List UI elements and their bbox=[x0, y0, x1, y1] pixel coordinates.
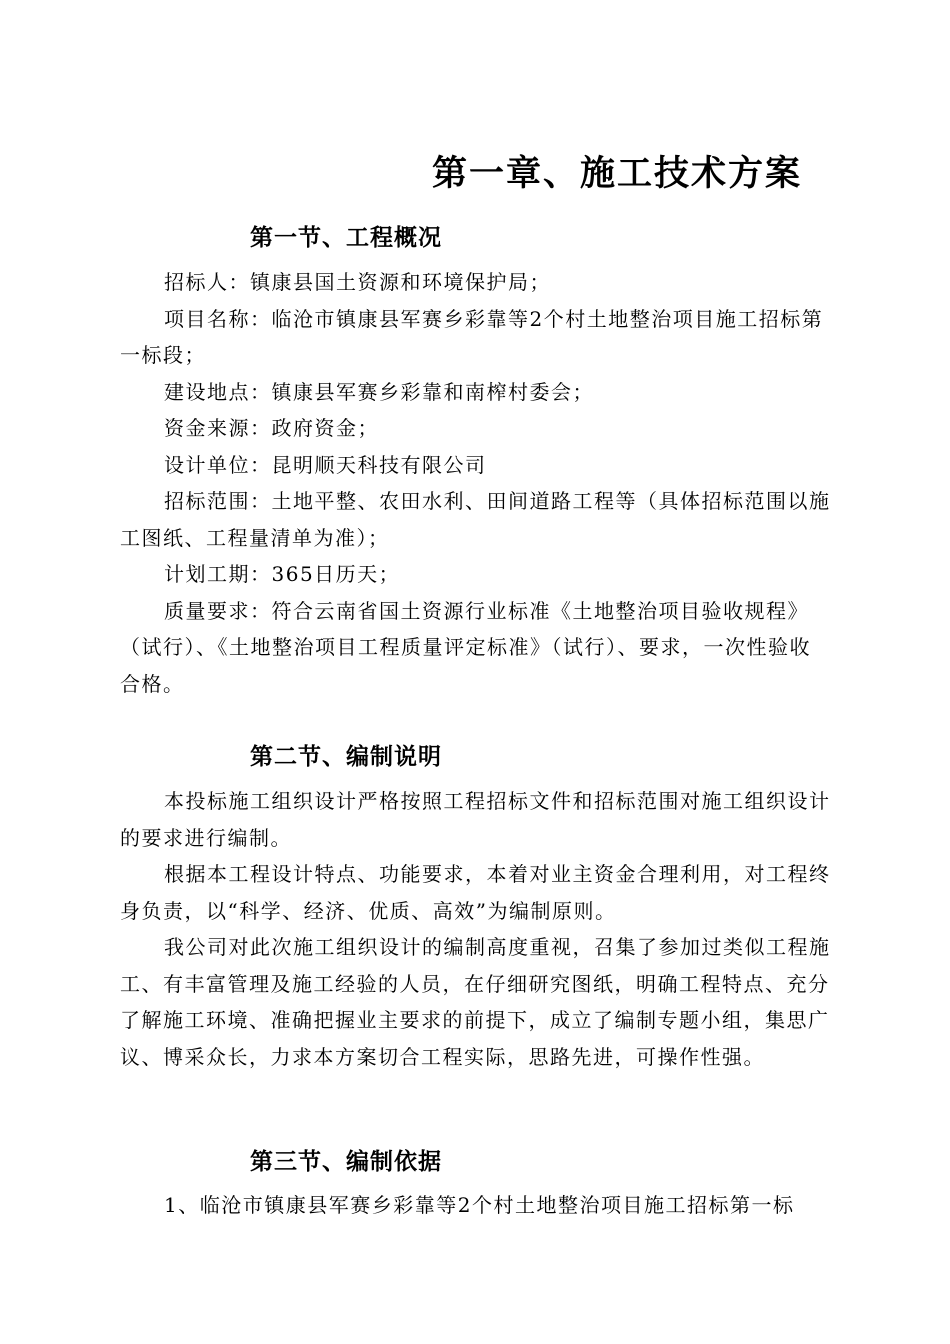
paragraph-compilation-1: 本投标施工组织设计严格按照工程招标文件和招标范围对施工组织设计的要求进行编制。 bbox=[120, 789, 831, 850]
section-title-overview: 第一节、工程概况 bbox=[250, 224, 442, 251]
section-basis-body bbox=[120, 1187, 832, 1224]
section-title-basis: 第三节、编制依据 bbox=[250, 1148, 442, 1175]
paragraph-compilation-2: 根据本工程设计特点、功能要求，本着对业主资金合理利用，对工程终身负责，以“科学、经济、优质、高效”为编制原则。 bbox=[120, 862, 831, 923]
paragraph-compilation-3: 我公司对此次施工组织设计的编制高度重视，召集了参加过类似工程施工、有丰富管理及施工经验的人员，在仔细研究图纸，明确工程特点、充分了解施工环境、准确把握业主要求的前提下，成立了编制专题小组，集思广议、博采众长，力求本方案切合工程实际，思路先进，可操作性强。 bbox=[120, 935, 831, 1069]
paragraph-funding: 资金来源：政府资金； bbox=[164, 416, 379, 440]
paragraph-quality: 质量要求：符合云南省国土资源行业标准《土地整治项目验收规程》（试行）、《土地整治项目工程质量评定标准》（试行）、要求，一次性验收合格。 bbox=[120, 598, 811, 696]
section-compilation-body bbox=[120, 783, 832, 1075]
paragraph-schedule: 计划工期：365日历天； bbox=[164, 562, 401, 586]
chapter-title: 第一章、施工技术方案 bbox=[432, 153, 803, 194]
section-overview-body bbox=[120, 264, 832, 702]
paragraph-scope: 招标范围：土地平整、农田水利、田间道路工程等（具体招标范围以施工图纸、工程量清单为准）； bbox=[120, 489, 831, 550]
section-title-compilation: 第二节、编制说明 bbox=[250, 743, 442, 770]
paragraph-tenderer: 招标人：镇康县国土资源和环境保护局； bbox=[164, 270, 551, 294]
paragraph-basis-1: 1、临沧市镇康县军赛乡彩靠等2个村土地整治项目施工招标第一标 bbox=[164, 1193, 795, 1217]
paragraph-design-unit: 设计单位：昆明顺天科技有限公司 bbox=[164, 452, 487, 477]
paragraph-location: 建设地点：镇康县军赛乡彩靠和南榨村委会； bbox=[164, 379, 594, 404]
paragraph-project-name: 项目名称：临沧市镇康县军赛乡彩靠等2个村土地整治项目施工招标第一标段； bbox=[120, 306, 824, 367]
